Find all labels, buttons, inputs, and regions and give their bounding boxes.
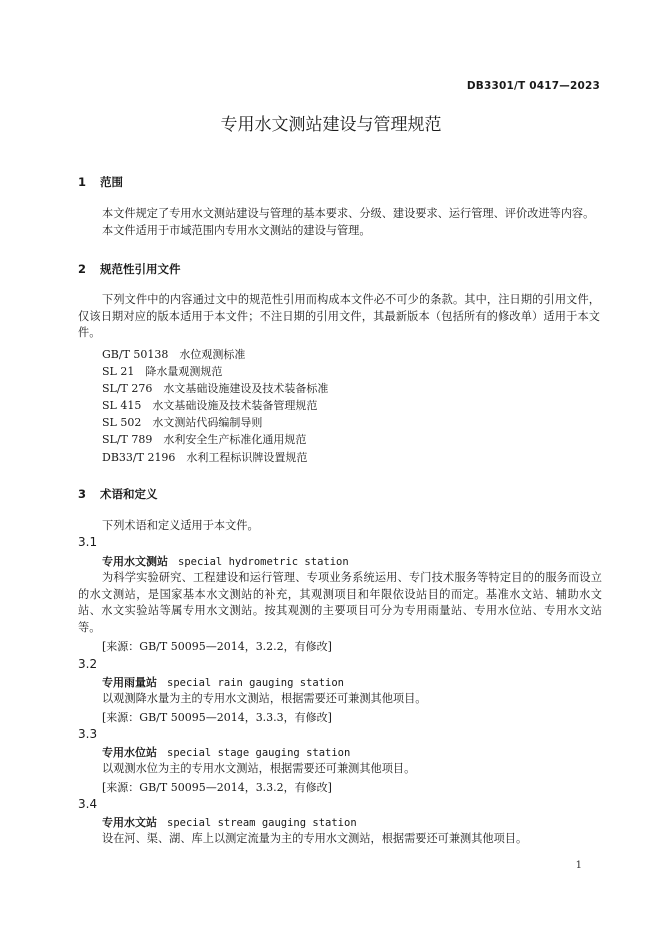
term-number: 3.3 [78,727,98,741]
terms-intro: 下列术语和定义适用于本文件。 [102,519,259,532]
term-definition: 以观测降水量为主的专用水文测站，根据需要还可兼测其他项目。 [102,692,427,705]
term-chinese: 专用水文站 [102,816,157,829]
term-definition: 设在河、渠、湖、库上以测定流量为主的专用水文测站，根据需要还可兼测其他项目。 [102,832,528,845]
term-heading [102,814,357,830]
document-code: DB3301/T 0417—2023 [466,80,600,92]
section-number: 2 [78,262,87,276]
section-number: 3 [78,487,87,501]
reference-item: SL 502 水文测站代码编制导则 [102,416,263,429]
reference-item: SL/T 276 水文基础设施建设及技术装备标准 [102,382,329,395]
page-number: 1 [575,860,582,871]
term-definition: 为科学实验研究、工程建设和运行管理、专项业务系统运用、专门技术服务等特定目的的服务而设立的水文测站，是国家基本水文测站的补充，其观测项目和年限依设站目的而定。基准水文站、辅助水文站、水文实验站等属专用水文测站。按其观测的主要项目可分为专用雨量站、专用水位站、专用水文站等。 [78,571,602,634]
reference-item: DB33/T 2196 水利工程标识牌设置规范 [102,451,308,464]
scope-paragraph-1: 本文件规定了专用水文测站建设与管理的基本要求、分级、建设要求、运行管理、评价改进等内容。 [102,207,595,220]
reference-item: GB/T 50138 水位观测标准 [102,348,246,361]
term-definition: 以观测水位为主的专用水文测站，根据需要还可兼测其他项目。 [102,762,416,775]
term-source: [来源：GB/T 50095—2014，3.3.3，有修改] [102,711,332,724]
section-number: 1 [78,175,87,189]
references-intro: 下列文件中的内容通过文中的规范性引用而构成本文件必不可少的条款。其中，注日期的引用文件，仅该日期对应的版本适用于本文件；不注日期的引用文件，其最新版本（包括所有的修改单）适用于本文件。 [78,293,600,339]
section-title: 规范性引用文件 [100,262,181,276]
term-english: special rain gauging station [167,677,345,689]
reference-item: SL 21 降水量观测规范 [102,365,223,378]
term-english: special stream gauging station [167,817,357,829]
section-title: 术语和定义 [100,487,158,501]
term-number: 3.1 [78,535,98,549]
scope-paragraph-2: 本文件适用于市域范围内专用水文测站的建设与管理。 [102,224,371,237]
term-chinese: 专用雨量站 [102,676,157,689]
section-heading-normative-references [78,261,181,277]
term-english: special stage gauging station [167,747,351,759]
reference-item: SL/T 789 水利安全生产标准化通用规范 [102,433,307,446]
term-number: 3.2 [78,657,98,671]
term-chinese: 专用水文测站 [102,555,168,568]
document-title: 专用水文测站建设与管理规范 [220,115,442,135]
term-chinese: 专用水位站 [102,746,157,759]
term-number: 3.4 [78,797,98,811]
term-heading [102,674,344,690]
reference-item: SL 415 水文基础设施及技术装备管理规范 [102,399,318,412]
section-heading-scope [78,174,123,190]
term-source: [来源：GB/T 50095—2014，3.2.2，有修改] [102,640,332,653]
term-english: special hydrometric station [178,556,349,568]
section-title: 范围 [100,175,124,189]
term-heading [102,553,349,569]
term-source: [来源：GB/T 50095—2014，3.3.2，有修改] [102,781,332,794]
section-heading-terms [78,486,158,502]
term-heading [102,744,350,760]
